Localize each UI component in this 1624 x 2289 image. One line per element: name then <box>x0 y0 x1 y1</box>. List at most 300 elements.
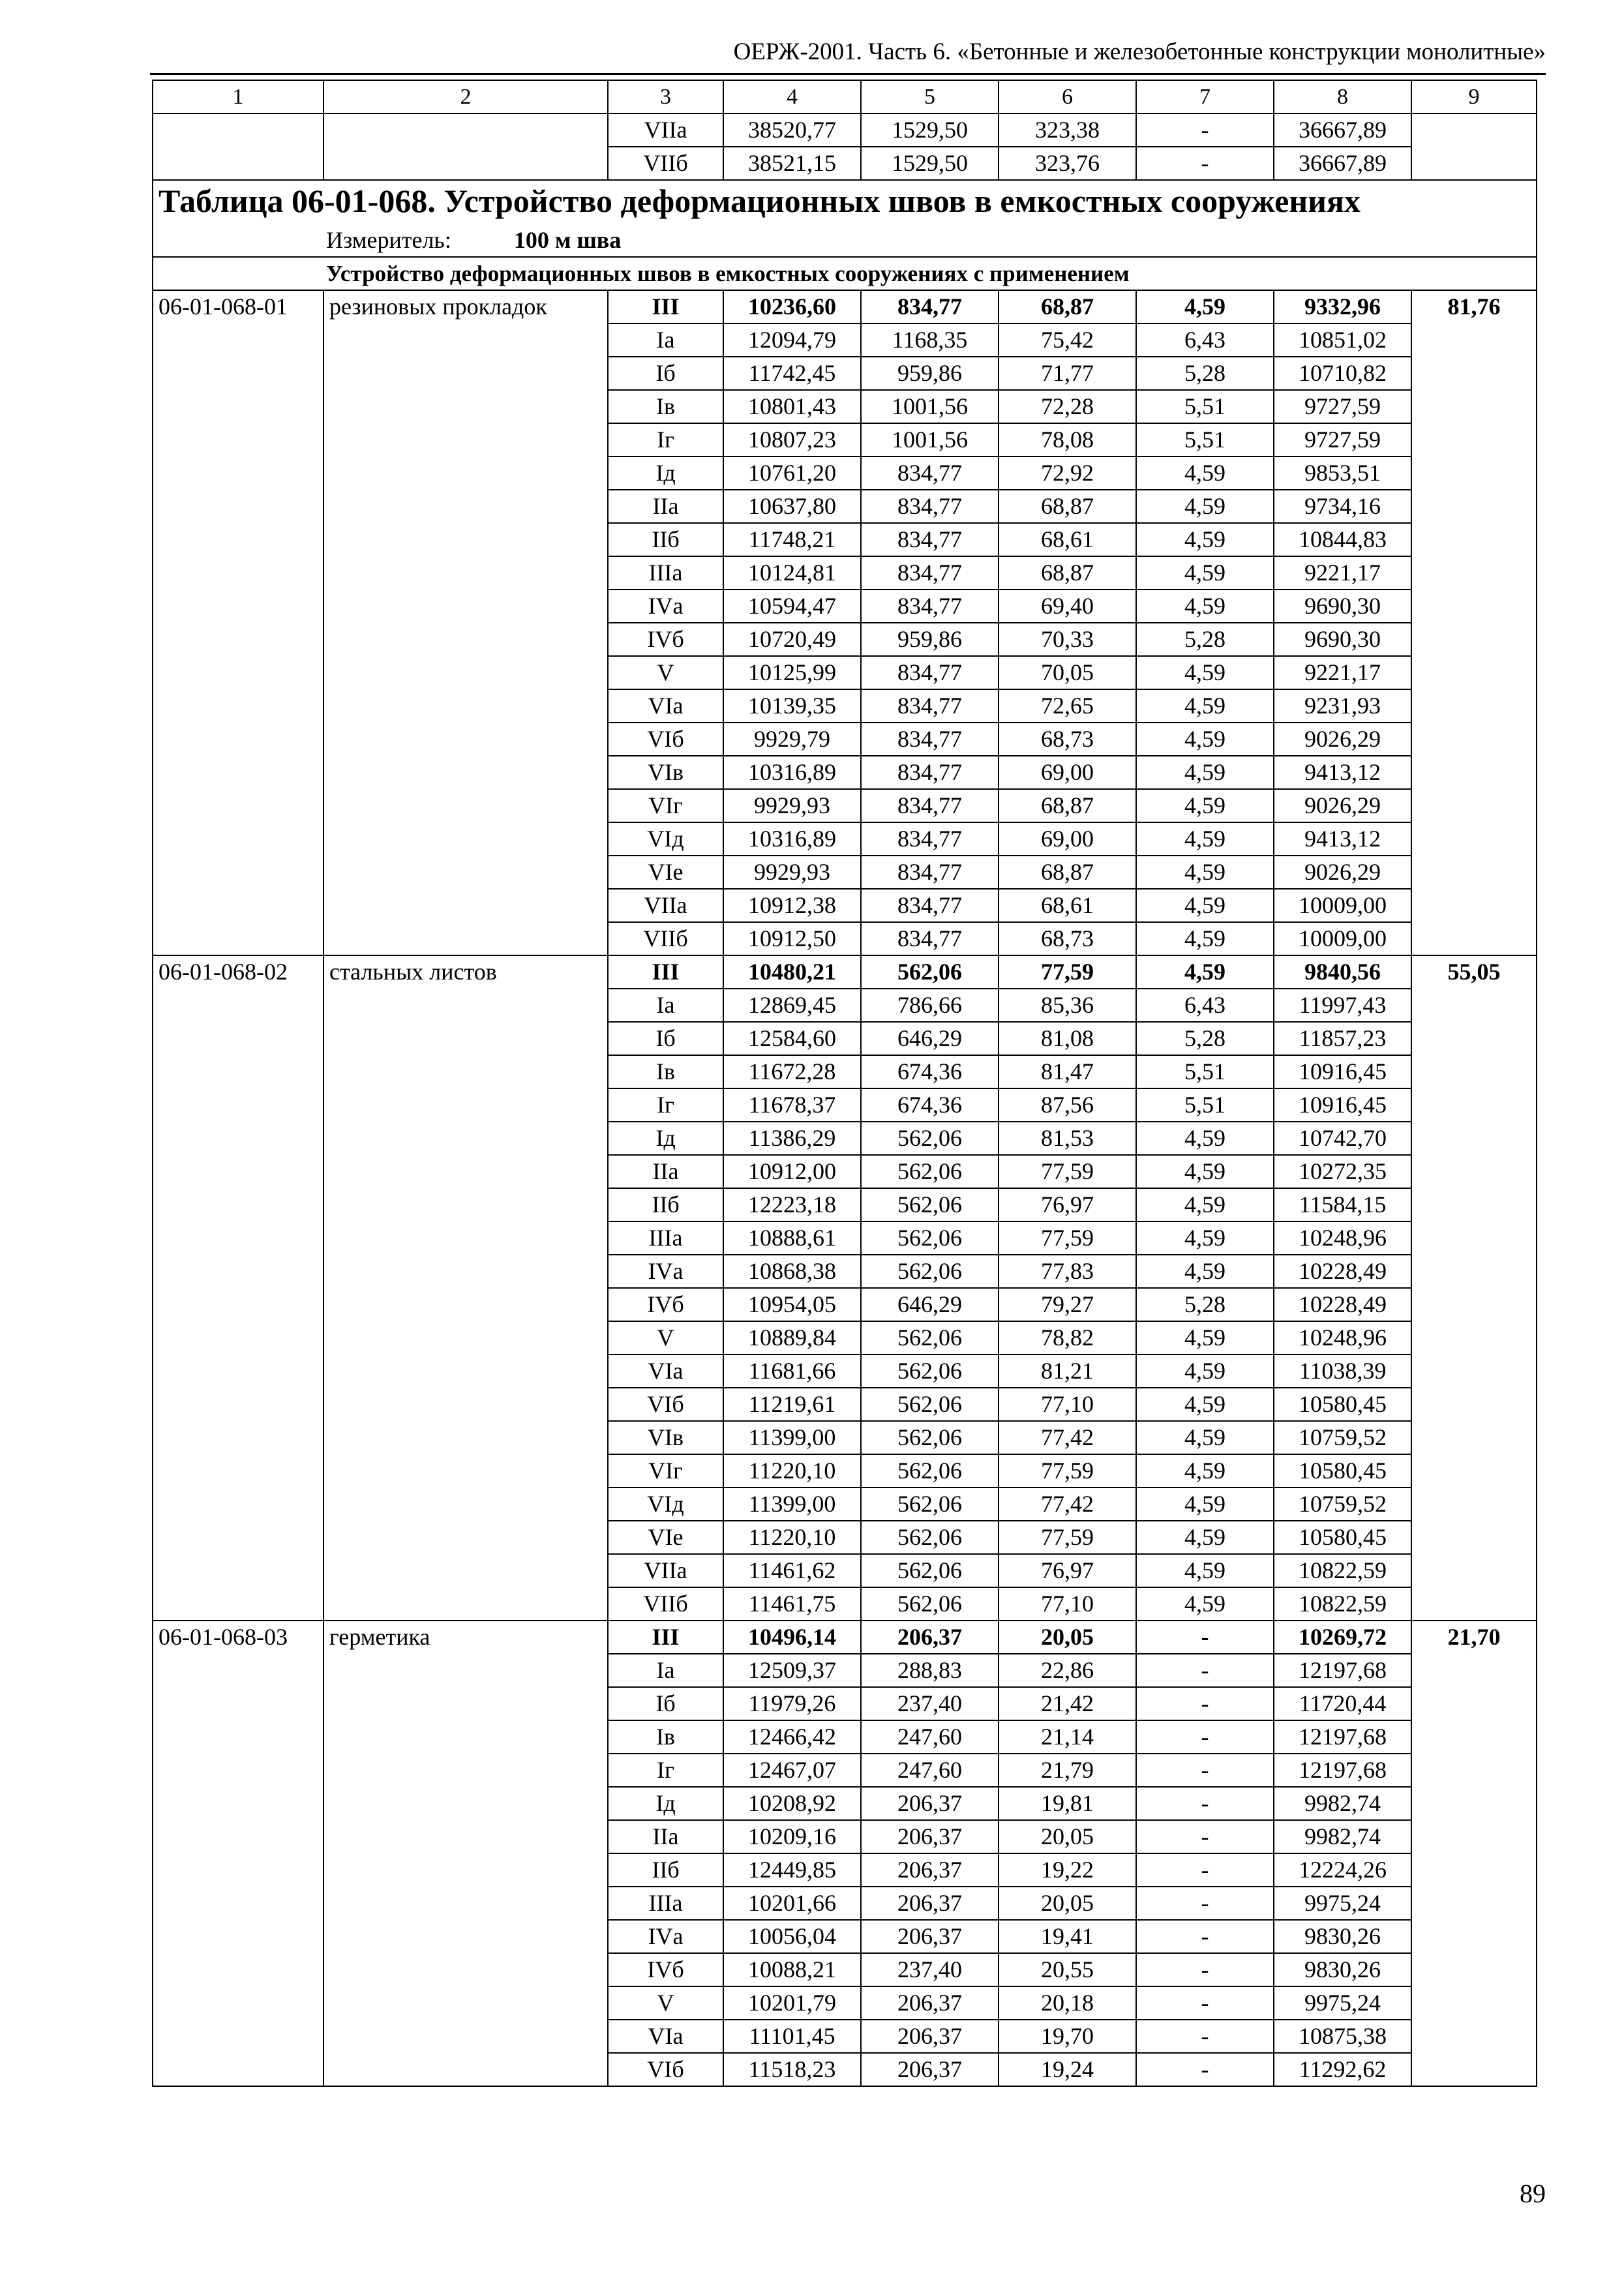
table-row <box>153 113 1537 147</box>
data-cell: VIа <box>608 689 723 723</box>
data-cell: IIа <box>608 1155 723 1188</box>
data-cell: 10228,49 <box>1274 1288 1411 1321</box>
data-cell: 87,56 <box>999 1088 1136 1122</box>
data-cell: 4,59 <box>1136 689 1274 723</box>
data-cell: IIIа <box>608 1887 723 1920</box>
data-cell: VIв <box>608 756 723 789</box>
data-cell: 20,05 <box>999 1820 1136 1853</box>
data-cell: 4,59 <box>1136 1554 1274 1587</box>
data-cell: 11742,45 <box>723 357 861 390</box>
data-cell: 10807,23 <box>723 423 861 456</box>
data-cell: 206,37 <box>861 1820 999 1853</box>
data-cell: 11678,37 <box>723 1088 861 1122</box>
data-cell: 4,59 <box>1136 523 1274 556</box>
code-cell: 06-01-068-03 <box>153 1621 323 2086</box>
data-cell: 12197,68 <box>1274 1754 1411 1787</box>
data-cell: 12869,45 <box>723 989 861 1022</box>
data-cell: 12223,18 <box>723 1188 861 1221</box>
data-cell: 562,06 <box>861 1255 999 1288</box>
data-cell: 562,06 <box>861 1587 999 1621</box>
data-cell: VIб <box>608 1388 723 1421</box>
data-cell: 9929,93 <box>723 789 861 822</box>
data-cell: 68,87 <box>999 856 1136 889</box>
data-cell: IIIа <box>608 556 723 590</box>
data-cell: IVа <box>608 590 723 623</box>
data-cell: 9026,29 <box>1274 723 1411 756</box>
column-number: 2 <box>323 80 608 113</box>
data-cell: 20,05 <box>999 1887 1136 1920</box>
measure-cell <box>153 224 1537 257</box>
data-cell: 9840,56 <box>1274 955 1411 989</box>
data-cell: 4,59 <box>1136 1188 1274 1221</box>
data-cell: 71,77 <box>999 357 1136 390</box>
data-cell: 562,06 <box>861 1221 999 1255</box>
data-cell: 5,51 <box>1136 1055 1274 1088</box>
data-cell: 9332,96 <box>1274 290 1411 323</box>
data-cell: - <box>1136 147 1274 180</box>
table-body <box>153 80 1537 2086</box>
data-cell: 10888,61 <box>723 1221 861 1255</box>
data-cell: 5,51 <box>1136 423 1274 456</box>
data-cell: - <box>1136 1920 1274 1953</box>
data-cell: 9026,29 <box>1274 789 1411 822</box>
data-cell: 11399,00 <box>723 1488 861 1521</box>
data-cell: 72,28 <box>999 390 1136 423</box>
col9-cell: 81,76 <box>1411 290 1537 955</box>
data-cell: 10916,45 <box>1274 1055 1411 1088</box>
data-cell: 77,42 <box>999 1421 1136 1454</box>
data-cell: 10125,99 <box>723 656 861 689</box>
data-cell: 10009,00 <box>1274 922 1411 955</box>
data-cell: 10201,79 <box>723 1986 861 2020</box>
data-cell: 247,60 <box>861 1720 999 1754</box>
data-cell: 75,42 <box>999 323 1136 357</box>
data-cell: VIIа <box>608 1554 723 1587</box>
data-cell: 5,28 <box>1136 1288 1274 1321</box>
data-cell: 4,59 <box>1136 1354 1274 1388</box>
data-cell: Iд <box>608 456 723 490</box>
data-cell: 10316,89 <box>723 756 861 789</box>
data-cell: 786,66 <box>861 989 999 1022</box>
column-number-row <box>153 80 1537 113</box>
data-cell: 10056,04 <box>723 1920 861 1953</box>
data-cell: 9929,93 <box>723 856 861 889</box>
data-cell: 68,61 <box>999 889 1136 922</box>
data-cell: 11220,10 <box>723 1454 861 1488</box>
data-cell: 9727,59 <box>1274 390 1411 423</box>
data-cell: 11720,44 <box>1274 1687 1411 1720</box>
data-cell: 4,59 <box>1136 1321 1274 1354</box>
data-cell: III <box>608 955 723 989</box>
data-cell: 22,86 <box>999 1654 1136 1687</box>
data-cell: 4,59 <box>1136 856 1274 889</box>
data-cell: - <box>1136 1720 1274 1754</box>
data-cell: IVб <box>608 1288 723 1321</box>
measure-value: 100 м шва <box>513 227 622 253</box>
data-cell: 36667,89 <box>1274 147 1411 180</box>
data-cell: 11101,45 <box>723 2020 861 2053</box>
data-cell: Iб <box>608 1022 723 1055</box>
data-cell: 9830,26 <box>1274 1953 1411 1986</box>
data-cell: 834,77 <box>861 523 999 556</box>
data-cell: 9982,74 <box>1274 1820 1411 1853</box>
data-cell: 4,59 <box>1136 590 1274 623</box>
data-cell: 9830,26 <box>1274 1920 1411 1953</box>
data-cell: Iб <box>608 1687 723 1720</box>
data-cell: 77,59 <box>999 1521 1136 1554</box>
data-cell: 1001,56 <box>861 423 999 456</box>
data-cell: 562,06 <box>861 1122 999 1155</box>
data-cell: IVб <box>608 1953 723 1986</box>
data-cell: 9975,24 <box>1274 1887 1411 1920</box>
data-cell: 10912,00 <box>723 1155 861 1188</box>
data-cell: Iб <box>608 357 723 390</box>
data-cell: VIд <box>608 1488 723 1521</box>
data-cell: 4,59 <box>1136 822 1274 856</box>
name-cell: резиновых прокладок <box>323 290 608 955</box>
data-cell: 10201,66 <box>723 1887 861 1920</box>
data-cell: 12197,68 <box>1274 1720 1411 1754</box>
data-cell: 237,40 <box>861 1953 999 1986</box>
data-cell: 12466,42 <box>723 1720 861 1754</box>
data-cell: Iд <box>608 1787 723 1820</box>
data-cell: 4,59 <box>1136 456 1274 490</box>
data-cell: 10844,83 <box>1274 523 1411 556</box>
data-cell: 4,59 <box>1136 1122 1274 1155</box>
data-cell: VIв <box>608 1421 723 1454</box>
data-cell: 1529,50 <box>861 113 999 147</box>
header-rule <box>150 73 1546 75</box>
data-cell: Iв <box>608 390 723 423</box>
data-cell: 12449,85 <box>723 1853 861 1887</box>
name-cell <box>323 113 608 180</box>
data-cell: 10822,59 <box>1274 1554 1411 1587</box>
data-cell: 834,77 <box>861 789 999 822</box>
data-cell: 9975,24 <box>1274 1986 1411 2020</box>
data-cell: 19,22 <box>999 1853 1136 1887</box>
data-cell: VIIб <box>608 1587 723 1621</box>
data-cell: 4,59 <box>1136 1255 1274 1288</box>
data-cell: 562,06 <box>861 955 999 989</box>
data-cell: 9690,30 <box>1274 623 1411 656</box>
column-number: 9 <box>1411 80 1537 113</box>
data-cell: Iд <box>608 1122 723 1155</box>
data-cell: 9690,30 <box>1274 590 1411 623</box>
data-cell: 77,83 <box>999 1255 1136 1288</box>
data-cell: 5,51 <box>1136 390 1274 423</box>
data-cell: 12094,79 <box>723 323 861 357</box>
data-cell: 20,05 <box>999 1621 1136 1654</box>
data-cell: 834,77 <box>861 756 999 789</box>
data-cell: 11292,62 <box>1274 2053 1411 2086</box>
data-cell: 11681,66 <box>723 1354 861 1388</box>
data-cell: 68,87 <box>999 490 1136 523</box>
data-cell: IVа <box>608 1920 723 1953</box>
data-cell: 77,59 <box>999 1454 1136 1488</box>
data-cell: 562,06 <box>861 1554 999 1587</box>
data-cell: 10637,80 <box>723 490 861 523</box>
data-cell: 562,06 <box>861 1188 999 1221</box>
data-cell: 10742,70 <box>1274 1122 1411 1155</box>
column-number: 5 <box>861 80 999 113</box>
data-cell: 10580,45 <box>1274 1454 1411 1488</box>
data-cell: 19,24 <box>999 2053 1136 2086</box>
data-cell: IIIа <box>608 1221 723 1255</box>
data-cell: 323,76 <box>999 147 1136 180</box>
data-cell: Iа <box>608 989 723 1022</box>
data-cell: IIб <box>608 523 723 556</box>
data-cell: 206,37 <box>861 1920 999 1953</box>
data-cell: 562,06 <box>861 1388 999 1421</box>
code-cell <box>153 113 323 180</box>
data-cell: 70,33 <box>999 623 1136 656</box>
data-cell: 288,83 <box>861 1654 999 1687</box>
data-cell: 206,37 <box>861 1986 999 2020</box>
data-cell: 6,43 <box>1136 323 1274 357</box>
data-cell: IIа <box>608 1820 723 1853</box>
data-cell: 206,37 <box>861 1621 999 1654</box>
data-cell: 11857,23 <box>1274 1022 1411 1055</box>
data-cell: IIб <box>608 1853 723 1887</box>
data-cell: 77,10 <box>999 1388 1136 1421</box>
data-cell: 4,59 <box>1136 556 1274 590</box>
column-number: 3 <box>608 80 723 113</box>
data-cell: 674,36 <box>861 1088 999 1122</box>
data-cell: 4,59 <box>1136 922 1274 955</box>
col9-cell: 55,05 <box>1411 955 1537 1621</box>
data-cell: 834,77 <box>861 922 999 955</box>
data-cell: 1168,35 <box>861 323 999 357</box>
page-number: 89 <box>1520 2179 1546 2208</box>
data-cell: 10822,59 <box>1274 1587 1411 1621</box>
data-cell: 4,59 <box>1136 1454 1274 1488</box>
data-cell: VIе <box>608 856 723 889</box>
data-cell: VIа <box>608 2020 723 2053</box>
data-cell: 4,59 <box>1136 1521 1274 1554</box>
data-cell: Iг <box>608 1088 723 1122</box>
data-cell: 78,08 <box>999 423 1136 456</box>
data-cell: - <box>1136 1953 1274 1986</box>
data-cell: VIIа <box>608 113 723 147</box>
data-cell: 10124,81 <box>723 556 861 590</box>
data-cell: 834,77 <box>861 723 999 756</box>
data-cell: 77,59 <box>999 1221 1136 1255</box>
data-cell: 68,87 <box>999 290 1136 323</box>
data-cell: 10316,89 <box>723 822 861 856</box>
data-cell: 9727,59 <box>1274 423 1411 456</box>
data-cell: 562,06 <box>861 1488 999 1521</box>
data-cell: VIб <box>608 2053 723 2086</box>
price-table <box>152 80 1537 2087</box>
data-cell: 19,81 <box>999 1787 1136 1820</box>
data-cell: 4,59 <box>1136 290 1274 323</box>
data-cell: 10139,35 <box>723 689 861 723</box>
data-cell: 11038,39 <box>1274 1354 1411 1388</box>
data-cell: - <box>1136 1887 1274 1920</box>
data-cell: 10875,38 <box>1274 2020 1411 2053</box>
data-cell: 9221,17 <box>1274 656 1411 689</box>
data-cell: V <box>608 1986 723 2020</box>
data-cell: VIе <box>608 1521 723 1554</box>
data-cell: 323,38 <box>999 113 1136 147</box>
data-cell: 10209,16 <box>723 1820 861 1853</box>
data-cell: 12509,37 <box>723 1654 861 1687</box>
data-cell: 5,28 <box>1136 1022 1274 1055</box>
section-title: Устройство деформационных швов в емкостных сооружениях с применением <box>153 257 1537 290</box>
data-cell: - <box>1136 1621 1274 1654</box>
data-cell: 206,37 <box>861 2020 999 2053</box>
column-number: 1 <box>153 80 323 113</box>
data-cell: 4,59 <box>1136 490 1274 523</box>
table-title-row <box>153 180 1537 224</box>
data-cell: III <box>608 1621 723 1654</box>
data-cell: 77,42 <box>999 1488 1136 1521</box>
data-cell: 11461,62 <box>723 1554 861 1587</box>
running-header: ОЕРЖ-2001. Часть 6. «Бетонные и железобетонные конструкции монолитные» <box>733 38 1546 65</box>
data-cell: 5,28 <box>1136 623 1274 656</box>
data-cell: 10496,14 <box>723 1621 861 1654</box>
data-cell: 562,06 <box>861 1521 999 1554</box>
data-cell: 206,37 <box>861 1787 999 1820</box>
data-cell: 21,79 <box>999 1754 1136 1787</box>
data-cell: 10710,82 <box>1274 357 1411 390</box>
data-cell: 10761,20 <box>723 456 861 490</box>
data-cell: 76,97 <box>999 1188 1136 1221</box>
data-cell: 1529,50 <box>861 147 999 180</box>
data-cell: IVб <box>608 623 723 656</box>
data-cell: 959,86 <box>861 623 999 656</box>
data-cell: 10088,21 <box>723 1953 861 1986</box>
data-cell: 10009,00 <box>1274 889 1411 922</box>
data-cell: 69,00 <box>999 822 1136 856</box>
data-cell: VIг <box>608 1454 723 1488</box>
data-cell: - <box>1136 1787 1274 1820</box>
data-cell: 9982,74 <box>1274 1787 1411 1820</box>
data-cell: - <box>1136 1853 1274 1887</box>
data-cell: - <box>1136 1654 1274 1687</box>
data-cell: 12197,68 <box>1274 1654 1411 1687</box>
data-cell: VIIб <box>608 922 723 955</box>
column-number: 6 <box>999 80 1136 113</box>
data-cell: 10916,45 <box>1274 1088 1411 1122</box>
data-cell: 79,27 <box>999 1288 1136 1321</box>
data-cell: 11997,43 <box>1274 989 1411 1022</box>
data-cell: 834,77 <box>861 822 999 856</box>
data-cell: 4,59 <box>1136 1587 1274 1621</box>
data-cell: 69,00 <box>999 756 1136 789</box>
data-cell: 10269,72 <box>1274 1621 1411 1654</box>
data-cell: 4,59 <box>1136 1155 1274 1188</box>
data-cell: 10248,96 <box>1274 1221 1411 1255</box>
data-cell: 9853,51 <box>1274 456 1411 490</box>
data-cell: 959,86 <box>861 357 999 390</box>
data-cell: VIг <box>608 789 723 822</box>
data-cell: 5,28 <box>1136 357 1274 390</box>
data-cell: 4,59 <box>1136 789 1274 822</box>
data-cell: - <box>1136 1754 1274 1787</box>
data-cell: 6,43 <box>1136 989 1274 1022</box>
data-cell: 76,97 <box>999 1554 1136 1587</box>
data-cell: 834,77 <box>861 856 999 889</box>
data-cell: IIб <box>608 1188 723 1221</box>
data-cell: V <box>608 1321 723 1354</box>
code-cell: 06-01-068-02 <box>153 955 323 1621</box>
data-cell: 4,59 <box>1136 1421 1274 1454</box>
data-cell: 70,05 <box>999 656 1136 689</box>
data-cell: 21,42 <box>999 1687 1136 1720</box>
data-cell: 77,59 <box>999 1155 1136 1188</box>
data-cell: 10868,38 <box>723 1255 861 1288</box>
measure-label: Измеритель: <box>326 227 451 253</box>
data-cell: 11220,10 <box>723 1521 861 1554</box>
data-cell: 4,59 <box>1136 756 1274 789</box>
data-cell: 10851,02 <box>1274 323 1411 357</box>
data-cell: 9413,12 <box>1274 756 1411 789</box>
data-cell: 11748,21 <box>723 523 861 556</box>
data-cell: 68,87 <box>999 789 1136 822</box>
section-row <box>153 257 1537 290</box>
col9-cell: 21,70 <box>1411 1621 1537 2086</box>
data-cell: 10580,45 <box>1274 1388 1411 1421</box>
data-cell: 68,73 <box>999 922 1136 955</box>
data-cell: 68,87 <box>999 556 1136 590</box>
data-cell: - <box>1136 2020 1274 2053</box>
data-cell: - <box>1136 1820 1274 1853</box>
data-cell: 10208,92 <box>723 1787 861 1820</box>
data-cell: 38521,15 <box>723 147 861 180</box>
data-cell: Iг <box>608 1754 723 1787</box>
data-cell: 646,29 <box>861 1288 999 1321</box>
data-cell: 4,59 <box>1136 723 1274 756</box>
data-cell: Iа <box>608 323 723 357</box>
data-cell: 562,06 <box>861 1421 999 1454</box>
data-cell: 4,59 <box>1136 1488 1274 1521</box>
data-cell: 19,70 <box>999 2020 1136 2053</box>
data-cell: 206,37 <box>861 1887 999 1920</box>
data-cell: 9929,79 <box>723 723 861 756</box>
data-cell: 68,61 <box>999 523 1136 556</box>
data-cell: 12467,07 <box>723 1754 861 1787</box>
name-cell: герметика <box>323 1621 608 2086</box>
data-cell: 5,51 <box>1136 1088 1274 1122</box>
data-cell: 834,77 <box>861 689 999 723</box>
data-cell: Iг <box>608 423 723 456</box>
data-cell: 562,06 <box>861 1321 999 1354</box>
data-cell: 237,40 <box>861 1687 999 1720</box>
data-cell: 834,77 <box>861 290 999 323</box>
data-cell: 77,59 <box>999 955 1136 989</box>
data-cell: 11399,00 <box>723 1421 861 1454</box>
data-cell: - <box>1136 1687 1274 1720</box>
data-cell: 10954,05 <box>723 1288 861 1321</box>
data-cell: - <box>1136 1986 1274 2020</box>
data-cell: 206,37 <box>861 1853 999 1887</box>
data-cell: 11979,26 <box>723 1687 861 1720</box>
data-cell: 562,06 <box>861 1454 999 1488</box>
data-cell: 562,06 <box>861 1354 999 1388</box>
data-cell: 10912,50 <box>723 922 861 955</box>
data-cell: 646,29 <box>861 1022 999 1055</box>
data-cell: 4,59 <box>1136 889 1274 922</box>
data-cell: 10272,35 <box>1274 1155 1411 1188</box>
data-cell: Iв <box>608 1720 723 1754</box>
data-cell: Iа <box>608 1654 723 1687</box>
data-cell: 78,82 <box>999 1321 1136 1354</box>
data-cell: 10912,38 <box>723 889 861 922</box>
data-cell: 10801,43 <box>723 390 861 423</box>
data-cell: 9221,17 <box>1274 556 1411 590</box>
data-cell: 4,59 <box>1136 1221 1274 1255</box>
